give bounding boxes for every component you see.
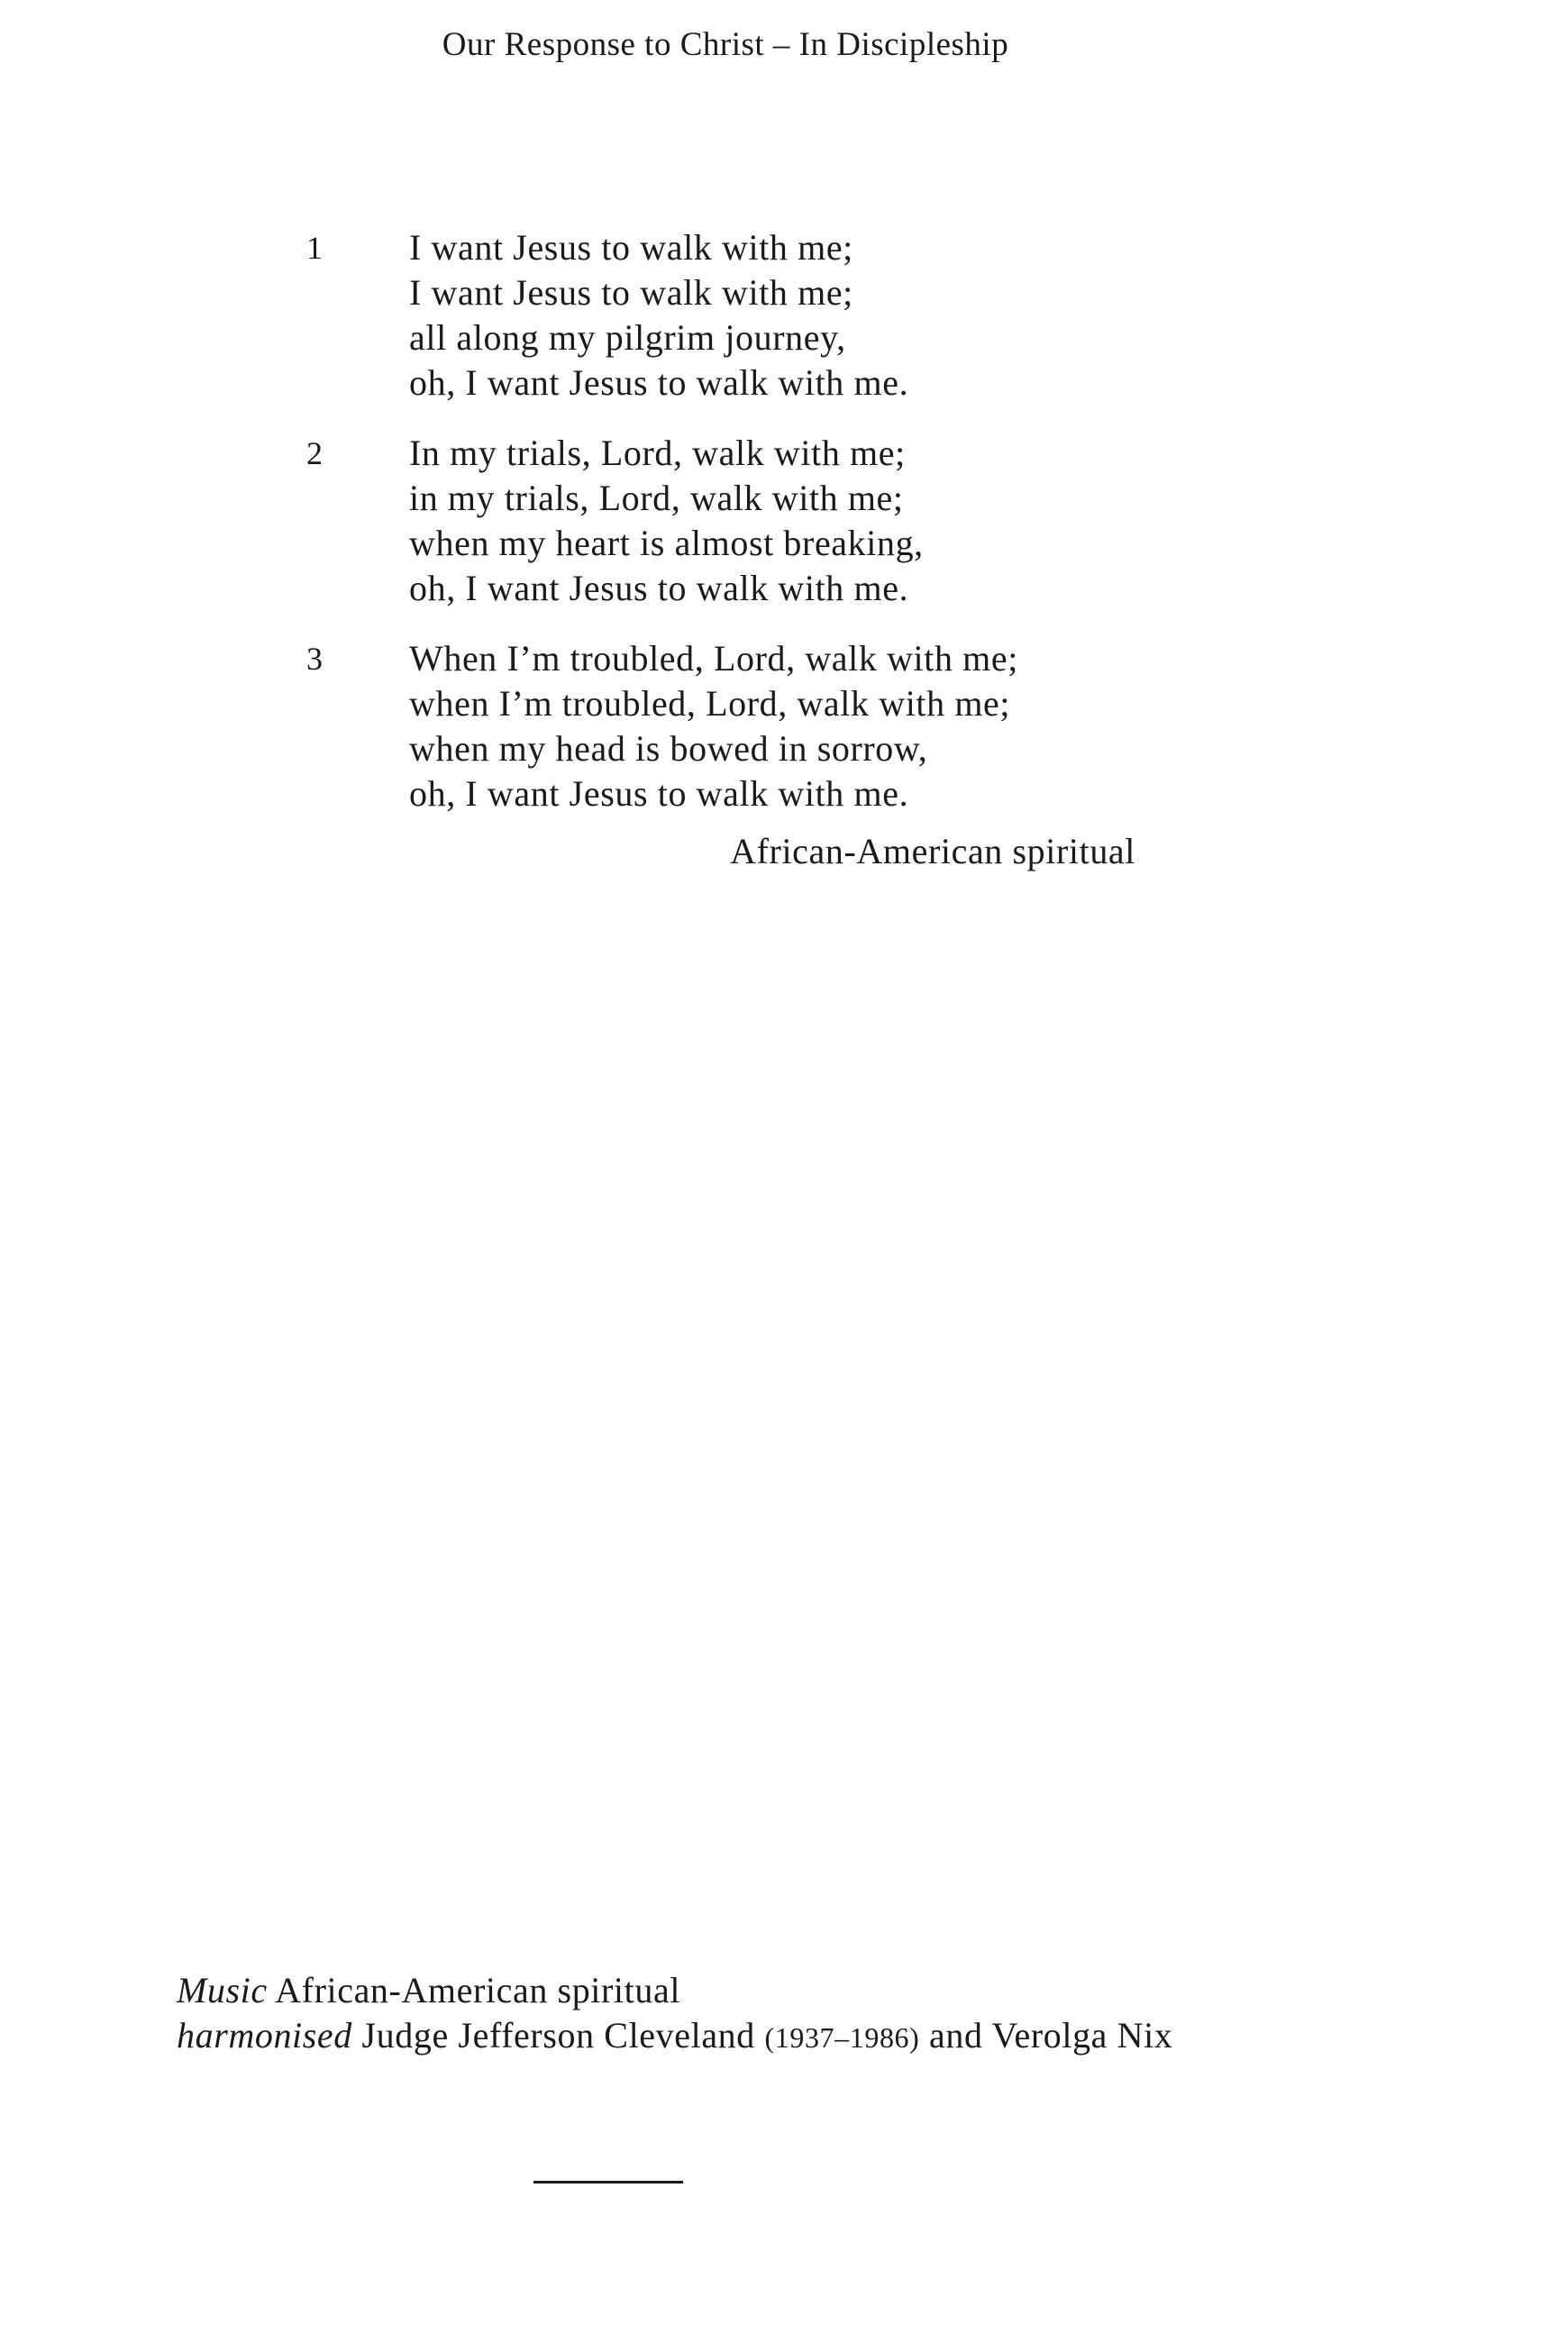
harmoniser-name: Judge Jefferson Cleveland: [361, 2015, 755, 2056]
verse-line: oh, I want Jesus to walk with me.: [409, 568, 909, 608]
verse-line: When I’m troubled, Lord, walk with me;: [409, 638, 1018, 679]
verse-line: in my trials, Lord, walk with me;: [409, 478, 904, 518]
verse-line: all along my pilgrim journey,: [409, 317, 846, 358]
verse-line: when I’m troubled, Lord, walk with me;: [409, 683, 1011, 724]
verse-line: In my trials, Lord, walk with me;: [409, 433, 906, 473]
verse: [306, 431, 1208, 611]
harmonised-credit-line: [177, 2013, 1172, 2060]
verse: [306, 225, 1208, 406]
verse-line: I want Jesus to walk with me;: [409, 227, 853, 268]
music-credits: [177, 1968, 1172, 2060]
verse-line: oh, I want Jesus to walk with me.: [409, 362, 909, 403]
verse-line: oh, I want Jesus to walk with me.: [409, 773, 909, 814]
music-source: African-American spiritual: [275, 1970, 681, 2010]
verse-line: I want Jesus to walk with me;: [409, 272, 853, 313]
verse-number: 1: [306, 230, 323, 266]
harmonised-label: harmonised: [177, 2015, 352, 2056]
music-credit-line: [177, 1968, 1172, 2013]
footer-rule: [533, 2181, 683, 2183]
harmoniser-dates: (1937–1986): [764, 2021, 920, 2054]
verse-number: 2: [306, 435, 323, 471]
harmoniser-rest: and Verolga Nix: [929, 2015, 1173, 2056]
verse-number: 3: [306, 641, 323, 677]
verse-lines: [409, 636, 1208, 816]
verse-line: when my heart is almost breaking,: [409, 523, 924, 563]
text-attribution: African-American spiritual: [730, 831, 1135, 871]
verse-lines: [409, 431, 1208, 611]
music-label: Music: [177, 1970, 268, 2010]
verse: [306, 636, 1208, 816]
verse-lines: [409, 225, 1208, 406]
verse-line: when my head is bowed in sorrow,: [409, 728, 928, 769]
running-head: Our Response to Christ – In Discipleship: [442, 26, 1009, 63]
hymn-text: [306, 225, 1208, 842]
